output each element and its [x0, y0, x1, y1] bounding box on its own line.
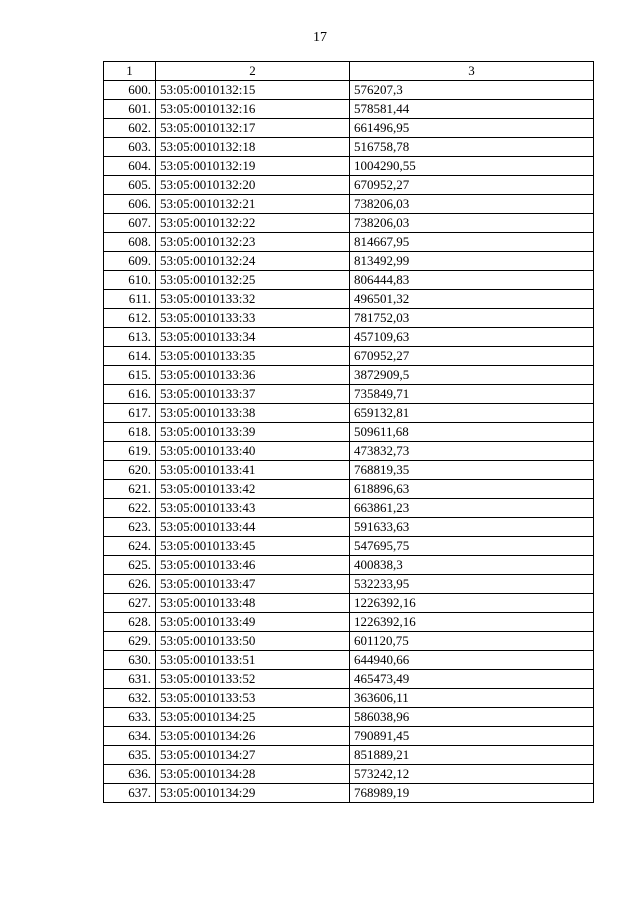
cadastral-value-cell: 814667,95 [350, 233, 594, 252]
row-number-cell: 611. [104, 290, 156, 309]
row-number-cell: 637. [104, 784, 156, 803]
row-number-cell: 619. [104, 442, 156, 461]
row-number-cell: 621. [104, 480, 156, 499]
table-row [104, 81, 594, 100]
cadastral-value-cell: 806444,83 [350, 271, 594, 290]
table-row [104, 746, 594, 765]
table-row [104, 309, 594, 328]
cadastral-value-cell: 813492,99 [350, 252, 594, 271]
cadastral-value-cell: 851889,21 [350, 746, 594, 765]
cadastral-value-cell: 465473,49 [350, 670, 594, 689]
cadastral-value-cell: 663861,23 [350, 499, 594, 518]
row-number-cell: 614. [104, 347, 156, 366]
cadastral-value-cell: 400838,3 [350, 556, 594, 575]
row-number-cell: 633. [104, 708, 156, 727]
cadastral-number-cell: 53:05:0010133:46 [156, 556, 350, 575]
cadastral-number-cell: 53:05:0010133:53 [156, 689, 350, 708]
row-number-cell: 604. [104, 157, 156, 176]
cadastral-number-cell: 53:05:0010133:40 [156, 442, 350, 461]
table-row [104, 214, 594, 233]
cadastral-value-cell: 661496,95 [350, 119, 594, 138]
row-number-cell: 609. [104, 252, 156, 271]
table-row [104, 556, 594, 575]
cadastral-number-cell: 53:05:0010133:34 [156, 328, 350, 347]
table-row [104, 385, 594, 404]
row-number-cell: 636. [104, 765, 156, 784]
row-number-cell: 605. [104, 176, 156, 195]
cadastral-number-cell: 53:05:0010133:47 [156, 575, 350, 594]
cadastral-value-cell: 670952,27 [350, 347, 594, 366]
row-number-cell: 600. [104, 81, 156, 100]
table-row [104, 480, 594, 499]
table-row [104, 442, 594, 461]
cadastral-number-cell: 53:05:0010133:48 [156, 594, 350, 613]
table-row [104, 670, 594, 689]
cadastral-value-cell: 516758,78 [350, 138, 594, 157]
cadastral-value-cell: 644940,66 [350, 651, 594, 670]
row-number-cell: 603. [104, 138, 156, 157]
cadastral-value-cell: 457109,63 [350, 328, 594, 347]
cadastral-number-cell: 53:05:0010132:20 [156, 176, 350, 195]
cadastral-value-cell: 573242,12 [350, 765, 594, 784]
cadastral-number-cell: 53:05:0010133:49 [156, 613, 350, 632]
table-row [104, 537, 594, 556]
row-number-cell: 631. [104, 670, 156, 689]
row-number-cell: 612. [104, 309, 156, 328]
table-header-row [104, 62, 594, 81]
table-row [104, 651, 594, 670]
cadastral-value-table [103, 61, 594, 803]
table-row [104, 119, 594, 138]
row-number-cell: 626. [104, 575, 156, 594]
row-number-cell: 618. [104, 423, 156, 442]
cadastral-number-cell: 53:05:0010132:18 [156, 138, 350, 157]
row-number-cell: 616. [104, 385, 156, 404]
row-number-cell: 623. [104, 518, 156, 537]
table-body [104, 81, 594, 803]
table-row [104, 138, 594, 157]
table-row [104, 100, 594, 119]
cadastral-value-cell: 670952,27 [350, 176, 594, 195]
cadastral-number-cell: 53:05:0010133:45 [156, 537, 350, 556]
row-number-cell: 629. [104, 632, 156, 651]
cadastral-number-cell: 53:05:0010133:44 [156, 518, 350, 537]
column-header-cadastral-number: 2 [156, 62, 350, 81]
cadastral-value-cell: 547695,75 [350, 537, 594, 556]
cadastral-number-cell: 53:05:0010133:33 [156, 309, 350, 328]
cadastral-value-cell: 1226392,16 [350, 594, 594, 613]
row-number-cell: 606. [104, 195, 156, 214]
table-row [104, 195, 594, 214]
table-row [104, 518, 594, 537]
cadastral-number-cell: 53:05:0010133:41 [156, 461, 350, 480]
cadastral-number-cell: 53:05:0010133:35 [156, 347, 350, 366]
cadastral-number-cell: 53:05:0010133:37 [156, 385, 350, 404]
row-number-cell: 620. [104, 461, 156, 480]
cadastral-number-cell: 53:05:0010132:17 [156, 119, 350, 138]
cadastral-value-cell: 601120,75 [350, 632, 594, 651]
cadastral-number-cell: 53:05:0010132:23 [156, 233, 350, 252]
row-number-cell: 635. [104, 746, 156, 765]
table-row [104, 290, 594, 309]
row-number-cell: 617. [104, 404, 156, 423]
cadastral-number-cell: 53:05:0010134:25 [156, 708, 350, 727]
row-number-cell: 624. [104, 537, 156, 556]
table-row [104, 594, 594, 613]
cadastral-value-cell: 659132,81 [350, 404, 594, 423]
cadastral-number-cell: 53:05:0010134:29 [156, 784, 350, 803]
table-row [104, 689, 594, 708]
table-row [104, 233, 594, 252]
cadastral-number-cell: 53:05:0010132:21 [156, 195, 350, 214]
cadastral-number-cell: 53:05:0010133:36 [156, 366, 350, 385]
cadastral-number-cell: 53:05:0010133:38 [156, 404, 350, 423]
cadastral-number-cell: 53:05:0010133:50 [156, 632, 350, 651]
table-row [104, 632, 594, 651]
row-number-cell: 610. [104, 271, 156, 290]
cadastral-value-cell: 532233,95 [350, 575, 594, 594]
table-row [104, 347, 594, 366]
page-number: 17 [313, 30, 327, 45]
column-header-number: 1 [104, 62, 156, 81]
row-number-cell: 625. [104, 556, 156, 575]
row-number-cell: 613. [104, 328, 156, 347]
table-row [104, 157, 594, 176]
cadastral-number-cell: 53:05:0010132:24 [156, 252, 350, 271]
table-row [104, 784, 594, 803]
table-row [104, 461, 594, 480]
row-number-cell: 622. [104, 499, 156, 518]
cadastral-number-cell: 53:05:0010133:32 [156, 290, 350, 309]
cadastral-value-cell: 509611,68 [350, 423, 594, 442]
cadastral-number-cell: 53:05:0010134:28 [156, 765, 350, 784]
cadastral-value-cell: 576207,3 [350, 81, 594, 100]
row-number-cell: 607. [104, 214, 156, 233]
table-row [104, 575, 594, 594]
row-number-cell: 630. [104, 651, 156, 670]
cadastral-number-cell: 53:05:0010133:39 [156, 423, 350, 442]
cadastral-number-cell: 53:05:0010132:19 [156, 157, 350, 176]
cadastral-value-cell: 578581,44 [350, 100, 594, 119]
row-number-cell: 601. [104, 100, 156, 119]
table-row [104, 404, 594, 423]
table-row [104, 727, 594, 746]
row-number-cell: 628. [104, 613, 156, 632]
cadastral-number-cell: 53:05:0010132:25 [156, 271, 350, 290]
row-number-cell: 627. [104, 594, 156, 613]
table-row [104, 423, 594, 442]
cadastral-number-cell: 53:05:0010132:22 [156, 214, 350, 233]
cadastral-value-cell: 790891,45 [350, 727, 594, 746]
cadastral-value-cell: 3872909,5 [350, 366, 594, 385]
column-header-value: 3 [350, 62, 594, 81]
cadastral-number-cell: 53:05:0010133:51 [156, 651, 350, 670]
cadastral-number-cell: 53:05:0010133:52 [156, 670, 350, 689]
table-row [104, 765, 594, 784]
cadastral-number-cell: 53:05:0010132:15 [156, 81, 350, 100]
row-number-cell: 615. [104, 366, 156, 385]
cadastral-number-cell: 53:05:0010133:42 [156, 480, 350, 499]
cadastral-value-cell: 586038,96 [350, 708, 594, 727]
cadastral-value-cell: 768989,19 [350, 784, 594, 803]
cadastral-number-cell: 53:05:0010134:26 [156, 727, 350, 746]
cadastral-value-cell: 738206,03 [350, 214, 594, 233]
cadastral-number-cell: 53:05:0010133:43 [156, 499, 350, 518]
table-row [104, 499, 594, 518]
cadastral-number-cell: 53:05:0010134:27 [156, 746, 350, 765]
row-number-cell: 608. [104, 233, 156, 252]
cadastral-value-cell: 768819,35 [350, 461, 594, 480]
row-number-cell: 634. [104, 727, 156, 746]
cadastral-value-cell: 738206,03 [350, 195, 594, 214]
cadastral-number-cell: 53:05:0010132:16 [156, 100, 350, 119]
cadastral-value-cell: 473832,73 [350, 442, 594, 461]
table-row [104, 176, 594, 195]
table-row [104, 252, 594, 271]
cadastral-value-cell: 781752,03 [350, 309, 594, 328]
cadastral-value-cell: 735849,71 [350, 385, 594, 404]
table-row [104, 271, 594, 290]
table-row [104, 328, 594, 347]
table-row [104, 708, 594, 727]
cadastral-value-cell: 591633,63 [350, 518, 594, 537]
table-row [104, 366, 594, 385]
cadastral-value-cell: 1226392,16 [350, 613, 594, 632]
row-number-cell: 632. [104, 689, 156, 708]
cadastral-value-cell: 618896,63 [350, 480, 594, 499]
cadastral-value-cell: 496501,32 [350, 290, 594, 309]
table-row [104, 613, 594, 632]
row-number-cell: 602. [104, 119, 156, 138]
cadastral-value-cell: 363606,11 [350, 689, 594, 708]
cadastral-value-cell: 1004290,55 [350, 157, 594, 176]
